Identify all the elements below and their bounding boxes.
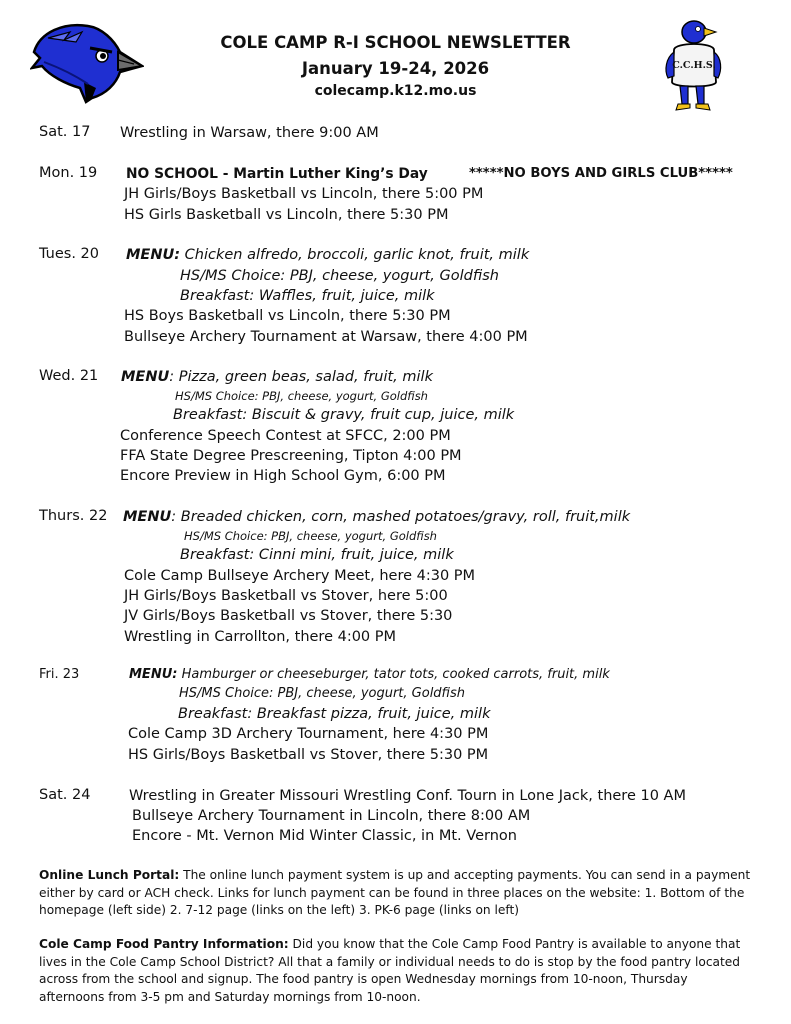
menu-text: : Pizza, green beas, salad, fruit, milk — [169, 369, 433, 385]
day-label: Wed. 21 — [39, 368, 99, 384]
event-item: Wrestling in Greater Missouri Wrestling Conf. Tourn in Lone Jack, there 10 AM — [129, 788, 686, 804]
newsletter-title: COLE CAMP R-I SCHOOL NEWSLETTER — [220, 33, 571, 52]
event-item: JH Girls/Boys Basketball vs Stover, here 5:00 — [124, 588, 448, 604]
menu-choice: HS/MS Choice: PBJ, cheese, yogurt, Goldfish — [179, 686, 465, 701]
day-label: Tues. 20 — [39, 246, 99, 262]
event-item: HS Girls Basketball vs Lincoln, there 5:30 PM — [124, 207, 449, 223]
lunch-portal-info — [39, 867, 755, 920]
menu-text: Chicken alfredo, broccoli, garlic knot, fruit, milk — [184, 247, 530, 263]
event-item: FFA State Degree Prescreening, Tipton 4:00 PM — [120, 448, 462, 464]
food-pantry-label: Cole Camp Food Pantry Information: — [39, 937, 289, 951]
no-club-notice: *****NO BOYS AND GIRLS CLUB***** — [469, 166, 733, 181]
menu-label: MENU — [123, 509, 172, 525]
mascot-badge-text: C.C.H.S. — [672, 60, 716, 71]
menu-choice: HS/MS Choice: PBJ, cheese, yogurt, Goldfish — [175, 389, 428, 403]
menu-breakfast: Breakfast: Cinni mini, fruit, juice, milk — [180, 547, 454, 563]
lunch-portal-label: Online Lunch Portal: — [39, 868, 180, 882]
event-item: Cole Camp Bullseye Archery Meet, here 4:30 PM — [124, 568, 476, 584]
food-pantry-text: Did you know that the Cole Camp Food Pantry is available to anyone that lives in the Cole Camp School District? All that a family or individual needs to do is stop by the food pantry located across from the school and signup. The food pantry is open Wednesday mornings from 10-noon, Thursday afternoons from 3-5 pm and Saturday mornings from 10-noon. — [39, 937, 741, 1004]
event-item: Wrestling in Warsaw, there 9:00 AM — [120, 125, 379, 141]
menu-line — [123, 508, 630, 526]
day-label: Thurs. 22 — [39, 508, 108, 524]
menu-label: MENU — [121, 369, 170, 385]
event-item: HS Girls/Boys Basketball vs Stover, there 5:30 PM — [128, 747, 489, 763]
menu-choice: HS/MS Choice: PBJ, cheese, yogurt, Goldfish — [180, 268, 499, 284]
event-item: Encore Preview in High School Gym, 6:00 PM — [120, 468, 446, 484]
menu-line — [126, 246, 529, 264]
day-label: Mon. 19 — [39, 165, 98, 181]
no-school-notice: NO SCHOOL - Martin Luther King’s Day — [126, 166, 428, 182]
event-item: Cole Camp 3D Archery Tournament, here 4:30 PM — [128, 726, 489, 742]
menu-breakfast: Breakfast: Breakfast pizza, fruit, juice, milk — [178, 706, 491, 722]
menu-text: Hamburger or cheeseburger, tator tots, cooked carrots, fruit, milk — [181, 667, 610, 682]
day-label: Fri. 23 — [39, 667, 80, 682]
menu-label: MENU: — [129, 667, 178, 682]
menu-line — [129, 667, 610, 682]
menu-breakfast: Breakfast: Waffles, fruit, juice, milk — [180, 288, 435, 304]
menu-line — [121, 368, 433, 386]
lunch-portal-text: The online lunch payment system is up and accepting payments. You can send in a payment either by card or ACH check. Links for lunch payment can be found in three places on the website: 1. Bottom of the homepage (left side) 2. 7-12 page (links on the left) 3. PK-6 page (links on left) — [39, 868, 751, 917]
event-item: HS Boys Basketball vs Lincoln, there 5:30 PM — [124, 308, 451, 324]
event-item: JV Girls/Boys Basketball vs Stover, there 5:30 — [124, 608, 453, 624]
menu-breakfast: Breakfast: Biscuit & gravy, fruit cup, juice, milk — [173, 407, 515, 423]
event-item: Bullseye Archery Tournament in Lincoln, there 8:00 AM — [132, 808, 531, 824]
event-item: Wrestling in Carrollton, there 4:00 PM — [124, 629, 397, 645]
event-item: Bullseye Archery Tournament at Warsaw, there 4:00 PM — [124, 329, 528, 345]
day-label: Sat. 24 — [39, 787, 91, 803]
school-website: colecamp.k12.mo.us — [314, 83, 477, 99]
day-label: Sat. 17 — [39, 124, 91, 140]
event-item: JH Girls/Boys Basketball vs Lincoln, there 5:00 PM — [124, 186, 484, 202]
newsletter-dates: January 19-24, 2026 — [301, 59, 490, 78]
event-item: Conference Speech Contest at SFCC, 2:00 PM — [120, 428, 451, 444]
menu-choice: HS/MS Choice: PBJ, cheese, yogurt, Goldfish — [184, 529, 437, 543]
menu-label: MENU: — [126, 247, 181, 263]
menu-text: : Breaded chicken, corn, mashed potatoes/gravy, roll, fruit,milk — [171, 509, 631, 525]
event-item: Encore - Mt. Vernon Mid Winter Classic, in Mt. Vernon — [132, 828, 517, 844]
food-pantry-info — [39, 936, 755, 1006]
